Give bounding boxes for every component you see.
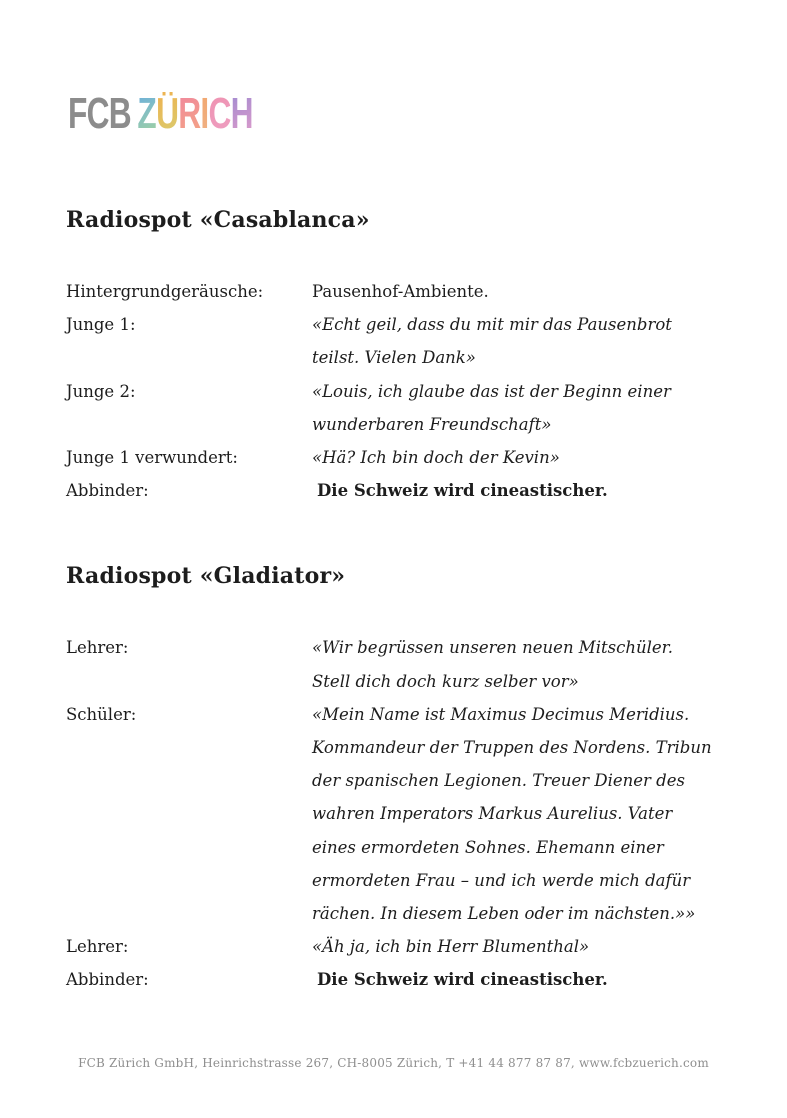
script-row	[66, 963, 721, 996]
script-row	[66, 698, 721, 930]
radiospot-section	[66, 563, 721, 996]
script-row	[66, 375, 721, 441]
logo-letter: Z	[137, 89, 157, 138]
speaker-label: Junge 1 verwundert:	[66, 448, 238, 468]
logo-fcb-text: FCB	[68, 89, 131, 138]
speaker-label: Schüler:	[66, 704, 137, 724]
speaker-label: Lehrer:	[66, 638, 129, 658]
dialogue-text: Die Schweiz wird cineastischer.	[317, 481, 608, 501]
dialogue-text: «Mein Name ist Maximus Decimus Meridius. Kommandeur der Truppen des Nordens. Tribun der spanischen Legionen. Treuer Diener des wahren Imperators Markus Aurelius. Vater eines ermordeten Sohnes. Ehemann einer ermordeten Frau – und ich werde mich dafür rächen. In diesem Leben oder im nächsten.»»	[312, 704, 712, 924]
logo-letter: Ü	[156, 89, 179, 138]
section-title: Radiospot «Gladiator»	[66, 563, 346, 590]
dialogue-text: «Wir begrüssen unseren neuen Mitschüler. Stell dich doch kurz selber vor»	[312, 638, 673, 691]
section-title: Radiospot «Casablanca»	[66, 207, 370, 233]
footer	[0, 1055, 787, 1071]
logo-zurich-text	[137, 89, 253, 138]
logo-letter: I	[200, 89, 209, 138]
speaker-label: Lehrer:	[66, 937, 129, 957]
script-table	[66, 631, 721, 996]
radiospot-section	[66, 207, 721, 507]
speaker-label: Abbinder:	[66, 970, 149, 990]
script-row	[66, 474, 721, 507]
logo-letter: C	[208, 89, 231, 138]
dialogue-text: Pausenhof-Ambiente.	[312, 282, 489, 301]
speaker-label: Junge 2:	[66, 381, 136, 401]
speaker-label: Hintergrundgeräusche:	[66, 282, 264, 301]
logo-letter: H	[230, 89, 253, 138]
speaker-label: Junge 1:	[66, 315, 136, 335]
script-row	[66, 441, 721, 474]
script-row	[66, 308, 721, 374]
script-row	[66, 930, 721, 963]
script-row	[66, 275, 721, 308]
dialogue-text: «Louis, ich glaube das ist der Beginn einer wunderbaren Freundschaft»	[312, 381, 671, 434]
dialogue-text: Die Schweiz wird cineastischer.	[317, 970, 608, 990]
dialogue-text: «Äh ja, ich bin Herr Blumenthal»	[312, 937, 590, 957]
speaker-label: Abbinder:	[66, 481, 149, 501]
dialogue-text: «Hä? Ich bin doch der Kevin»	[312, 448, 560, 468]
dialogue-text: «Echt geil, dass du mit mir das Pausenbrot teilst. Vielen Dank»	[312, 315, 672, 368]
footer-text: FCB Zürich GmbH, Heinrichstrasse 267, CH-8005 Zürich, T +41 44 877 87 87, www.fcbzuerich.com	[78, 1056, 709, 1070]
script-row	[66, 631, 721, 697]
script-table	[66, 275, 721, 507]
fcb-zurich-logo	[68, 89, 253, 138]
logo-letter: R	[178, 89, 201, 138]
